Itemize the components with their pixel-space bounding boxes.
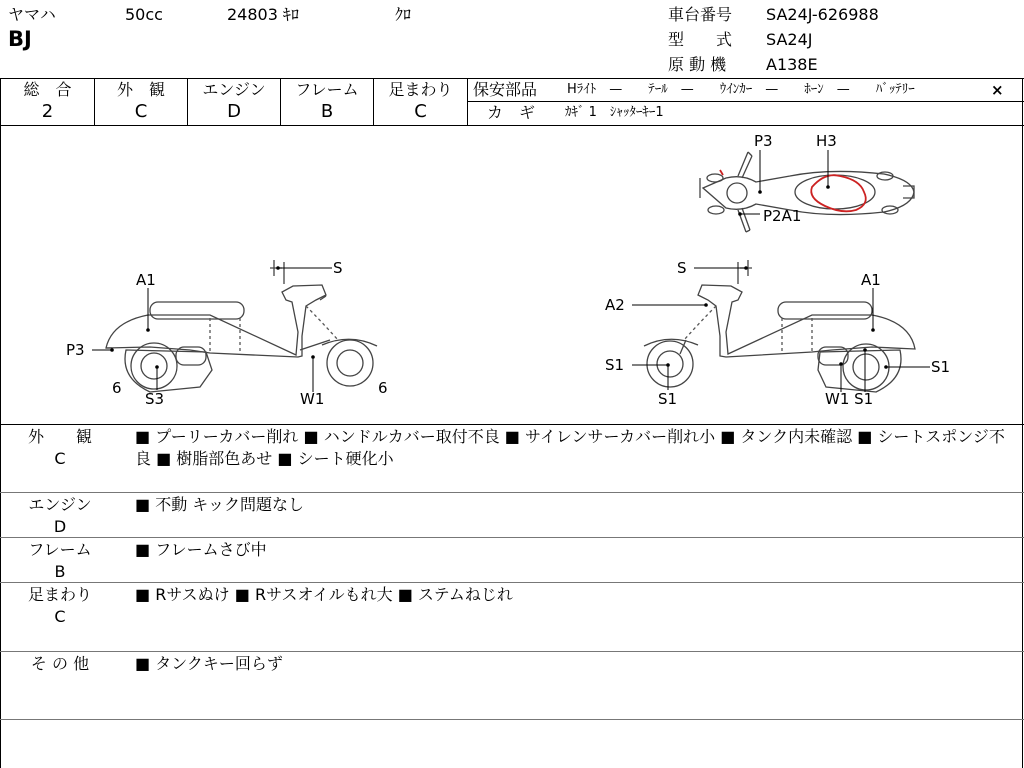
grade-suspension: C xyxy=(414,101,427,122)
key-value: ｶｷﾞ 1 ｼｬｯﾀｰｷｰ1 xyxy=(565,105,664,120)
label-left-6a: 6 xyxy=(112,379,122,397)
label-top-p2a1: P2A1 xyxy=(763,207,802,225)
section-other-label: そ の 他 xyxy=(30,654,90,673)
safety-items: Hﾗｲﾄ — ﾃｰﾙ — ｳｲﾝｶｰ — ﾎｰﾝ — ﾊﾞｯﾃﾘｰ xyxy=(567,82,915,97)
engine-value: A138E xyxy=(766,55,818,74)
section-exterior-label: 外 観 xyxy=(27,427,92,446)
divider xyxy=(0,537,1024,538)
divider xyxy=(0,78,1024,79)
frame-no: SA24J-626988 xyxy=(766,5,879,24)
section-frame-grade: B xyxy=(54,562,66,581)
label-left-s3: S3 xyxy=(145,390,165,408)
section-engine-label: エンジン xyxy=(28,495,92,514)
section-frame-label: フレーム xyxy=(28,540,92,559)
divider xyxy=(0,719,1024,720)
safety-label: 保安部品 xyxy=(473,80,538,99)
section-suspension-text: ■ Rサスぬけ ■ Rサスオイルもれ大 ■ ステムねじれ xyxy=(135,585,513,604)
grade-exterior: C xyxy=(134,101,148,122)
engine-label: 原 動 機 xyxy=(668,55,727,74)
frame-no-label: 車台番号 xyxy=(668,5,733,24)
divider xyxy=(0,492,1024,493)
label-left-a1: A1 xyxy=(136,271,156,289)
section-engine-text: ■ 不動 キック問題なし xyxy=(135,495,304,514)
section-exterior-text: ■ プーリーカバー削れ ■ ハンドルカバー取付不良 ■ サイレンサーカバー削れ小 ■ タンク内未確認 ■ シートスポンジ不良 ■ 樹脂部色あせ ■ シート硬化小 xyxy=(135,427,1005,468)
grade-header-frame: フレーム xyxy=(295,80,359,99)
color: ｸﾛ xyxy=(395,5,412,24)
label-right-s1-front: S1 xyxy=(605,356,625,374)
displacement: 50cc xyxy=(125,5,163,24)
grade-header-engine: エンジン xyxy=(202,80,266,99)
section-suspension-grade: C xyxy=(54,607,66,626)
label-right-a2: A2 xyxy=(605,296,625,314)
key-label: カ ギ xyxy=(487,103,536,122)
grade-engine: D xyxy=(227,101,241,122)
label-right-a1: A1 xyxy=(861,271,881,289)
label-left-s: S xyxy=(333,259,343,277)
grade-header-suspension: 足まわり xyxy=(388,80,453,99)
section-frame-text: ■ フレームさび中 xyxy=(135,540,267,559)
maker: ヤマハ xyxy=(8,5,56,24)
label-top-h3: H3 xyxy=(816,132,837,150)
section-engine-grade: D xyxy=(53,517,67,536)
scooter-diagram xyxy=(0,126,1022,424)
label-right-w1s1: W1 S1 xyxy=(825,390,874,408)
grade-overall: 2 xyxy=(41,101,54,122)
label-left-p3: P3 xyxy=(66,341,85,359)
divider xyxy=(0,651,1024,652)
battery-mark: × xyxy=(991,81,1004,99)
type-value: SA24J xyxy=(766,30,813,49)
type-label: 型 式 xyxy=(668,30,733,49)
top-view-scooter xyxy=(700,152,914,232)
label-left-6b: 6 xyxy=(378,379,388,397)
divider xyxy=(1022,78,1023,768)
divider xyxy=(467,78,468,125)
label-right-s1-rear: S1 xyxy=(931,358,951,376)
grade-frame: B xyxy=(320,101,334,122)
grade-header-overall: 総 合 xyxy=(23,80,72,99)
grade-header-exterior: 外 観 xyxy=(116,80,165,99)
label-right-s1-wheel: S1 xyxy=(658,390,678,408)
label-left-w1: W1 xyxy=(300,390,325,408)
section-other-text: ■ タンクキー回らず xyxy=(135,654,283,673)
label-right-s: S xyxy=(677,259,687,277)
section-exterior-grade: C xyxy=(54,449,66,468)
section-suspension-label: 足まわり xyxy=(27,585,92,604)
divider xyxy=(467,101,1024,102)
model-name: BJ xyxy=(8,27,32,51)
divider xyxy=(0,582,1024,583)
divider xyxy=(0,424,1024,425)
label-top-p3: P3 xyxy=(754,132,773,150)
mileage: 24803 ｷﾛ xyxy=(227,5,299,24)
